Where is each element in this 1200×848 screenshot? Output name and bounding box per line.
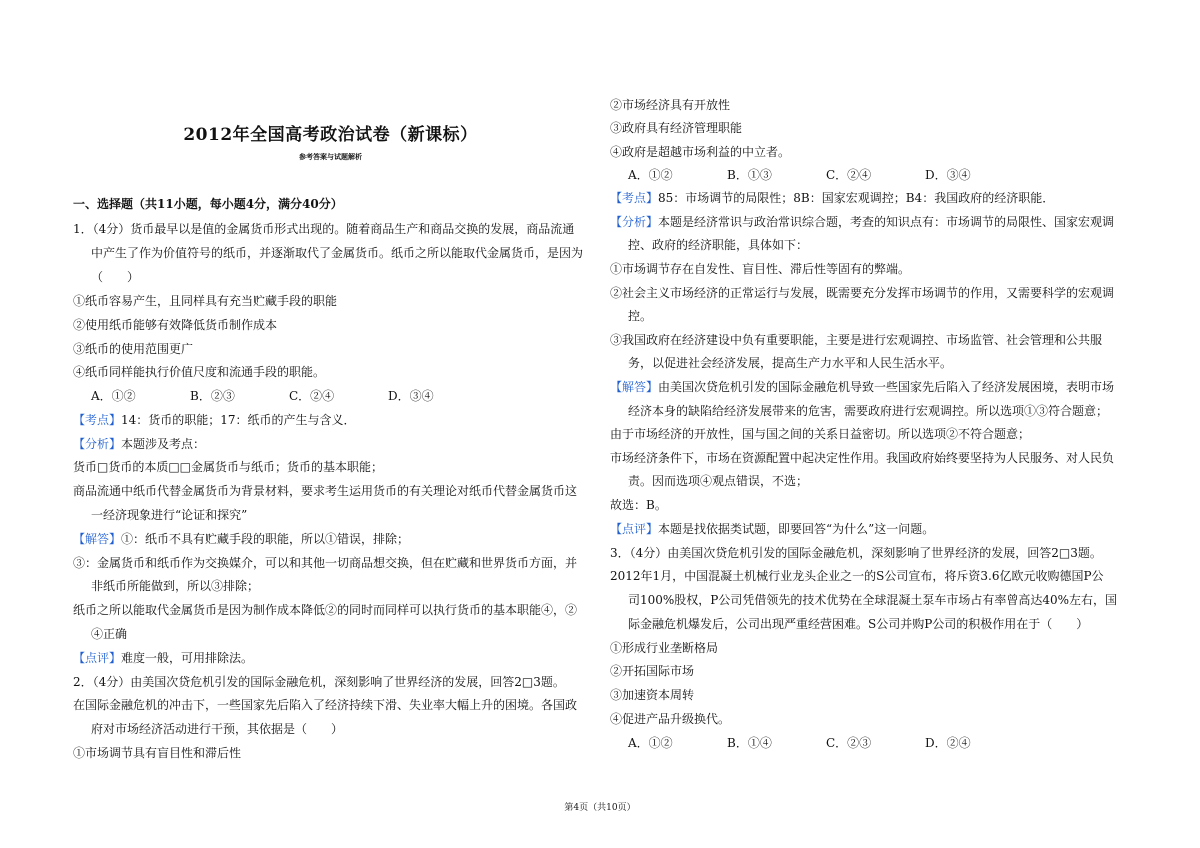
text-line: ③：金属货币和纸币作为交换媒介，可以和其他一切商品想交换，但在贮藏和世界货币方面，并: [73, 556, 578, 570]
option-b: B．①④: [727, 736, 772, 750]
text-line: ①形成行业垄断格局: [610, 641, 719, 655]
text-line: 中产生了作为价值符号的纸币，并逐渐取代了金属货币。纸币之所以能取代金属货币，是因为: [91, 246, 584, 260]
text-line: ③政府具有经济管理职能: [610, 121, 743, 135]
kaodian-text: 14：货币的职能；17：纸币的产生与含义．: [121, 413, 356, 427]
text-line: [610, 522, 934, 537]
tag-fenxi: 【分析】: [73, 437, 122, 451]
text-line: 府对市场经济活动进行干预，其依据是（ ）: [91, 722, 344, 736]
tag-jieda: 【解答】: [610, 380, 659, 394]
text-line: [73, 532, 409, 547]
text-line: ②市场经济具有开放性: [610, 98, 731, 112]
text-line: [73, 413, 356, 428]
text-line: 货币□货币的本质□□金属货币与纸币；货币的基本职能；: [73, 460, 384, 474]
text-line: 商品流通中纸币代替金属货币为背景材料，要求考生运用货币的有关理论对纸币代替金属货币这: [73, 484, 578, 498]
section-heading: 一、选择题（共11小题，每小题4分，满分40分）: [73, 197, 343, 211]
page-title: 2012年全国高考政治试卷（新课标）: [183, 125, 478, 145]
text-line: 在国际金融危机的冲击下，一些国家先后陷入了经济持续下滑、失业率大幅上升的困境。各国政: [73, 698, 578, 712]
option-c: C．②④: [826, 168, 872, 182]
text-line: ④纸币同样能执行价值尺度和流通手段的职能。: [73, 365, 326, 379]
text-line: 3．（4分）由美国次贷危机引发的国际金融危机，深刻影响了世界经济的发展，回答2□3题。: [610, 546, 1102, 560]
kaodian-text: 85：市场调节的局限性；8B：国家宏观调控；B4：我国政府的经济职能．: [658, 191, 1055, 205]
tag-kaodian: 【考点】: [610, 191, 659, 205]
text-line: [73, 437, 205, 452]
option-a: A．①②: [628, 168, 673, 182]
text-line: 责。因而选项④观点错误，不选；: [628, 474, 809, 488]
text-line: ①市场调节存在自发性、盲目性、滞后性等固有的弊端。: [610, 262, 911, 276]
text-line: 际金融危机爆发后，公司出现严重经营困难。S公司并购P公司的积极作用在于（ ）: [628, 617, 1089, 631]
text-line: ②使用纸币能够有效降低货币制作成本: [73, 318, 278, 332]
option-c: C．②④: [289, 389, 335, 403]
text-line: 由于市场经济的开放性，国与国之间的关系日益密切。所以选项②不符合题意；: [610, 427, 1031, 441]
text-line: 经济本身的缺陷给经济发展带来的危害，需要政府进行宏观调控。所以选项①③符合题意；: [628, 404, 1109, 418]
tag-kaodian: 【考点】: [73, 413, 122, 427]
option-d: D．③④: [925, 168, 971, 182]
dianping-text: 难度一般，可用排除法。: [121, 651, 254, 665]
text-line: 务，以促进社会经济发展，提高生产力水平和人民生活水平。: [628, 356, 953, 370]
text-line: ③加速资本周转: [610, 688, 695, 702]
text-line: 市场经济条件下，市场在资源配置中起决定性作用。我国政府始终要坚持为人民服务、对人民负: [610, 451, 1115, 465]
text-line: 2012年1月，中国混凝土机械行业龙头企业之一的S公司宣布，将斥资3.6亿欧元收购德国P公: [610, 569, 1104, 583]
answer-options: [628, 736, 1024, 751]
tag-fenxi: 【分析】: [610, 215, 659, 229]
text-line: 2．（4分）由美国次贷危机引发的国际金融危机，深刻影响了世界经济的发展，回答2□3题。: [73, 675, 565, 689]
text-line: ④正确: [91, 627, 128, 641]
option-a: A．①②: [628, 736, 673, 750]
option-c: C．②③: [826, 736, 872, 750]
page-footer: 第4页（共10页）: [564, 803, 636, 813]
text-line: 司100%股权，P公司凭借领先的技术优势在全球混凝土泵车市场占有率曾高达40%左右，国: [628, 593, 1118, 607]
option-a: A．①②: [91, 389, 136, 403]
text-line: 1．（4分）货币最早以是值的金属货币形式出现的。随着商品生产和商品交换的发展，商品流通: [73, 222, 575, 236]
text-line: 控。: [628, 309, 653, 323]
tag-dianping: 【点评】: [73, 651, 122, 665]
text-line: 控、政府的经济职能，具体如下：: [628, 238, 809, 252]
fenxi-text: 本题涉及考点：: [121, 437, 206, 451]
text-line: （ ）: [91, 270, 140, 284]
option-d: D．②④: [925, 736, 971, 750]
fenxi-text: 本题是经济常识与政治常识综合题，考查的知识点有：市场调节的局限性、国家宏观调: [658, 215, 1115, 229]
text-line: ②社会主义市场经济的正常运行与发展，既需要充分发挥市场调节的作用，又需要科学的宏观调: [610, 286, 1115, 300]
dianping-text: 本题是找依据类试题，即要回答“为什么”这一问题。: [658, 522, 935, 536]
answer-options: [91, 389, 487, 404]
text-line: ④促进产品升级换代。: [610, 712, 731, 726]
text-line: [610, 215, 1114, 230]
text-line: 一经济现象进行“论证和探究”: [91, 508, 248, 522]
text-line: 故选：B。: [610, 498, 667, 512]
jieda-text: ①：纸币不具有贮藏手段的职能，所以①错误，排除；: [121, 532, 410, 546]
text-line: 纸币之所以能取代金属货币是因为制作成本降低②的同时而同样可以执行货币的基本职能④，②: [73, 603, 578, 617]
tag-jieda: 【解答】: [73, 532, 122, 546]
text-line: ③我国政府在经济建设中负有重要职能，主要是进行宏观调控、市场监管、社会管理和公共服: [610, 333, 1103, 347]
text-line: ③纸币的使用范围更广: [73, 342, 194, 356]
option-b: B．②③: [190, 389, 235, 403]
page-subtitle: 参考答案与试题解析: [299, 152, 362, 161]
jieda-text: 由美国次贷危机引发的国际金融危机导致一些国家先后陷入了经济发展困境，表明市场: [658, 380, 1115, 394]
text-line: ①纸币容易产生，且同样具有充当贮藏手段的职能: [73, 294, 338, 308]
option-d: D．③④: [388, 389, 434, 403]
answer-options: [628, 168, 1024, 183]
text-line: ④政府是超越市场利益的中立者。: [610, 145, 791, 159]
text-line: [610, 380, 1114, 395]
text-line: [73, 651, 253, 666]
option-b: B．①③: [727, 168, 772, 182]
text-line: [610, 191, 1054, 206]
text-line: ①市场调节具有盲目性和滞后性: [73, 746, 242, 760]
text-line: 非纸币所能做到，所以③排除；: [91, 579, 260, 593]
tag-dianping: 【点评】: [610, 522, 659, 536]
text-line: ②开拓国际市场: [610, 664, 695, 678]
